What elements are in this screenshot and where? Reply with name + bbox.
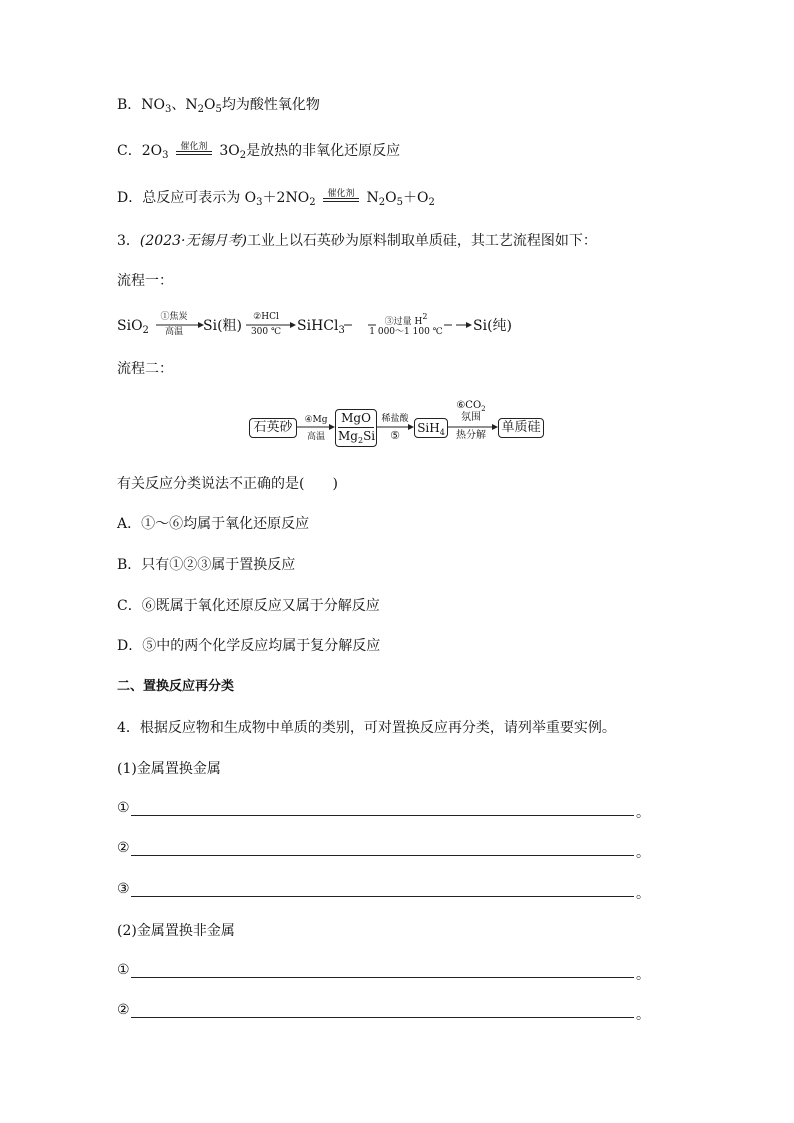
catalyst-label: 催化剂 — [180, 142, 208, 152]
option-label: C． — [117, 598, 142, 614]
subscript: 2 — [428, 197, 435, 208]
arrow3-icon — [344, 320, 472, 330]
option-text: ⑥既属于氧化还原反应又属于分解反应 — [141, 598, 380, 614]
formula: 、N — [171, 97, 198, 113]
subscript: 3 — [338, 325, 345, 336]
arrow1-bottom-label: 高温 — [164, 327, 183, 337]
formula: Si — [363, 429, 376, 443]
formula: 2O — [141, 143, 163, 159]
arrow6-top-text: ⑥CO — [456, 400, 482, 411]
period-mark: 。 — [636, 845, 650, 861]
flow1-title: 流程一： — [117, 273, 173, 289]
period-mark: 。 — [636, 805, 650, 821]
answer-blank-2-1[interactable] — [131, 977, 634, 978]
option-text: ①～⑥均属于氧化还原反应 — [141, 516, 310, 532]
subscript: 4 — [439, 428, 445, 437]
option-b1 — [117, 95, 320, 120]
blank-number: ② — [117, 1002, 130, 1018]
option-text: 只有①②③属于置换反应 — [141, 557, 296, 573]
part-1-heading: (1)金属置换金属 — [117, 761, 221, 777]
flow1-si-pure: Si(纯) — [473, 318, 512, 334]
answer-blank-1-2[interactable] — [131, 855, 634, 856]
subscript: 2 — [357, 436, 364, 445]
q3-option-a — [117, 514, 309, 534]
subscript: 2 — [142, 325, 149, 336]
subscript: 3 — [256, 197, 263, 208]
arrow1-top-label: ①焦炭 — [160, 312, 188, 322]
flow2-title: 流程二： — [117, 361, 173, 377]
subscript: 2 — [197, 104, 205, 115]
box-elemental-silicon: 单质硅 — [498, 418, 544, 438]
arrow6-icon — [448, 422, 498, 432]
catalyst-label: 催化剂 — [327, 189, 355, 199]
formula: SiHCl — [297, 318, 339, 334]
option-label: C． — [117, 143, 142, 159]
arrow6-bottom-label: 热分解 — [456, 430, 486, 441]
q3-option-c — [117, 596, 380, 616]
formula: 3O — [219, 143, 240, 159]
subscript: 2 — [481, 405, 486, 413]
arrow4-icon — [297, 422, 335, 432]
answer-blank-2-2[interactable] — [131, 1017, 634, 1018]
question-3-stem: 有关反应分类说法不正确的是( ) — [117, 476, 338, 492]
flow1-si-crude: Si(粗) — [203, 318, 242, 334]
arrow5-icon — [376, 422, 414, 432]
flow1-sio2 — [117, 316, 149, 341]
blank-number: ① — [117, 800, 130, 816]
answer-blank-1-3[interactable] — [131, 896, 634, 897]
option-label: A． — [117, 516, 142, 532]
question-3 — [117, 231, 597, 251]
blank-number: ③ — [117, 881, 130, 897]
period-mark: 。 — [636, 886, 650, 902]
part-2-heading: (2)金属置换非金属 — [117, 923, 235, 939]
option-text: 是放热的非氧化还原反应 — [246, 143, 401, 159]
arrow5-bottom-label: ⑤ — [390, 429, 400, 442]
subscript: 5 — [396, 197, 403, 208]
blank-number: ① — [117, 962, 130, 978]
arrow5-top-label: 稀盐酸 — [381, 414, 409, 424]
flow1-sihcl3 — [297, 316, 345, 341]
arrow4-bottom-label: 高温 — [306, 432, 325, 442]
option-text: 均为酸性氧化物 — [221, 97, 320, 113]
question-4: 4．根据反应物和生成物中单质的类别，可对置换反应再分类，请列举重要实例。 — [117, 720, 616, 736]
mgo-label: MgO — [341, 411, 371, 425]
subscript: 3 — [165, 104, 172, 115]
question-text: 工业上以石英砂为原料制取单质硅，其工艺流程图如下： — [246, 233, 597, 249]
catalyst-equals-sign — [173, 141, 215, 161]
formula: NO — [141, 97, 166, 113]
option-d1 — [117, 188, 435, 213]
formula: SiO — [117, 318, 143, 334]
blank-number: ② — [117, 840, 130, 856]
arrow4-top-label: ④Mg — [304, 415, 328, 425]
option-label: B． — [117, 97, 142, 113]
option-text: 总反应可表示为 O — [142, 190, 257, 206]
formula: O — [204, 97, 216, 113]
formula: SiH — [417, 421, 440, 435]
box-quartz-sand: 石英砂 — [249, 418, 297, 438]
arrow3-bottom-label: 1 000～1 100 ℃ — [369, 327, 443, 337]
catalyst-equals-sign — [320, 188, 362, 208]
question-source: (2023·无锡月考) — [139, 233, 247, 249]
q3-option-b — [117, 555, 295, 575]
box-mgo-mg2si — [335, 409, 377, 447]
formula: O — [385, 190, 397, 206]
section-heading: 二、置换反应再分类 — [117, 679, 235, 694]
option-label: B． — [117, 557, 142, 573]
formula: N — [366, 190, 379, 206]
answer-blank-1-1[interactable] — [131, 815, 634, 816]
subscript: 2 — [309, 197, 316, 208]
formula: Mg — [338, 429, 358, 443]
arrow2-icon — [246, 320, 296, 330]
arrow1-icon — [156, 320, 204, 330]
formula: ＋O — [402, 190, 429, 206]
question-number: 3． — [117, 233, 140, 249]
arrow2-top-label: ②HCl — [253, 312, 279, 322]
q3-option-d — [117, 636, 380, 656]
superscript: 2 — [422, 312, 428, 321]
option-text: ⑤中的两个化学反应均属于复分解反应 — [142, 638, 381, 654]
box-sih4 — [414, 418, 448, 438]
subscript: 2 — [378, 197, 386, 208]
formula: ＋2NO — [262, 190, 310, 206]
subscript: 3 — [162, 150, 169, 161]
option-label: D． — [117, 190, 143, 206]
option-label: D． — [117, 638, 143, 654]
arrow2-bottom-label: 300 ℃ — [250, 327, 282, 337]
subscript: 5 — [215, 104, 222, 115]
option-c1 — [117, 141, 400, 166]
subscript: 2 — [239, 150, 247, 161]
period-mark: 。 — [636, 1007, 650, 1023]
period-mark: 。 — [636, 967, 650, 983]
arrow3-top-text: ③过量 H — [384, 317, 423, 327]
mg2si-label — [338, 427, 374, 449]
arrow6-middle-label: 氛围 — [461, 412, 481, 423]
